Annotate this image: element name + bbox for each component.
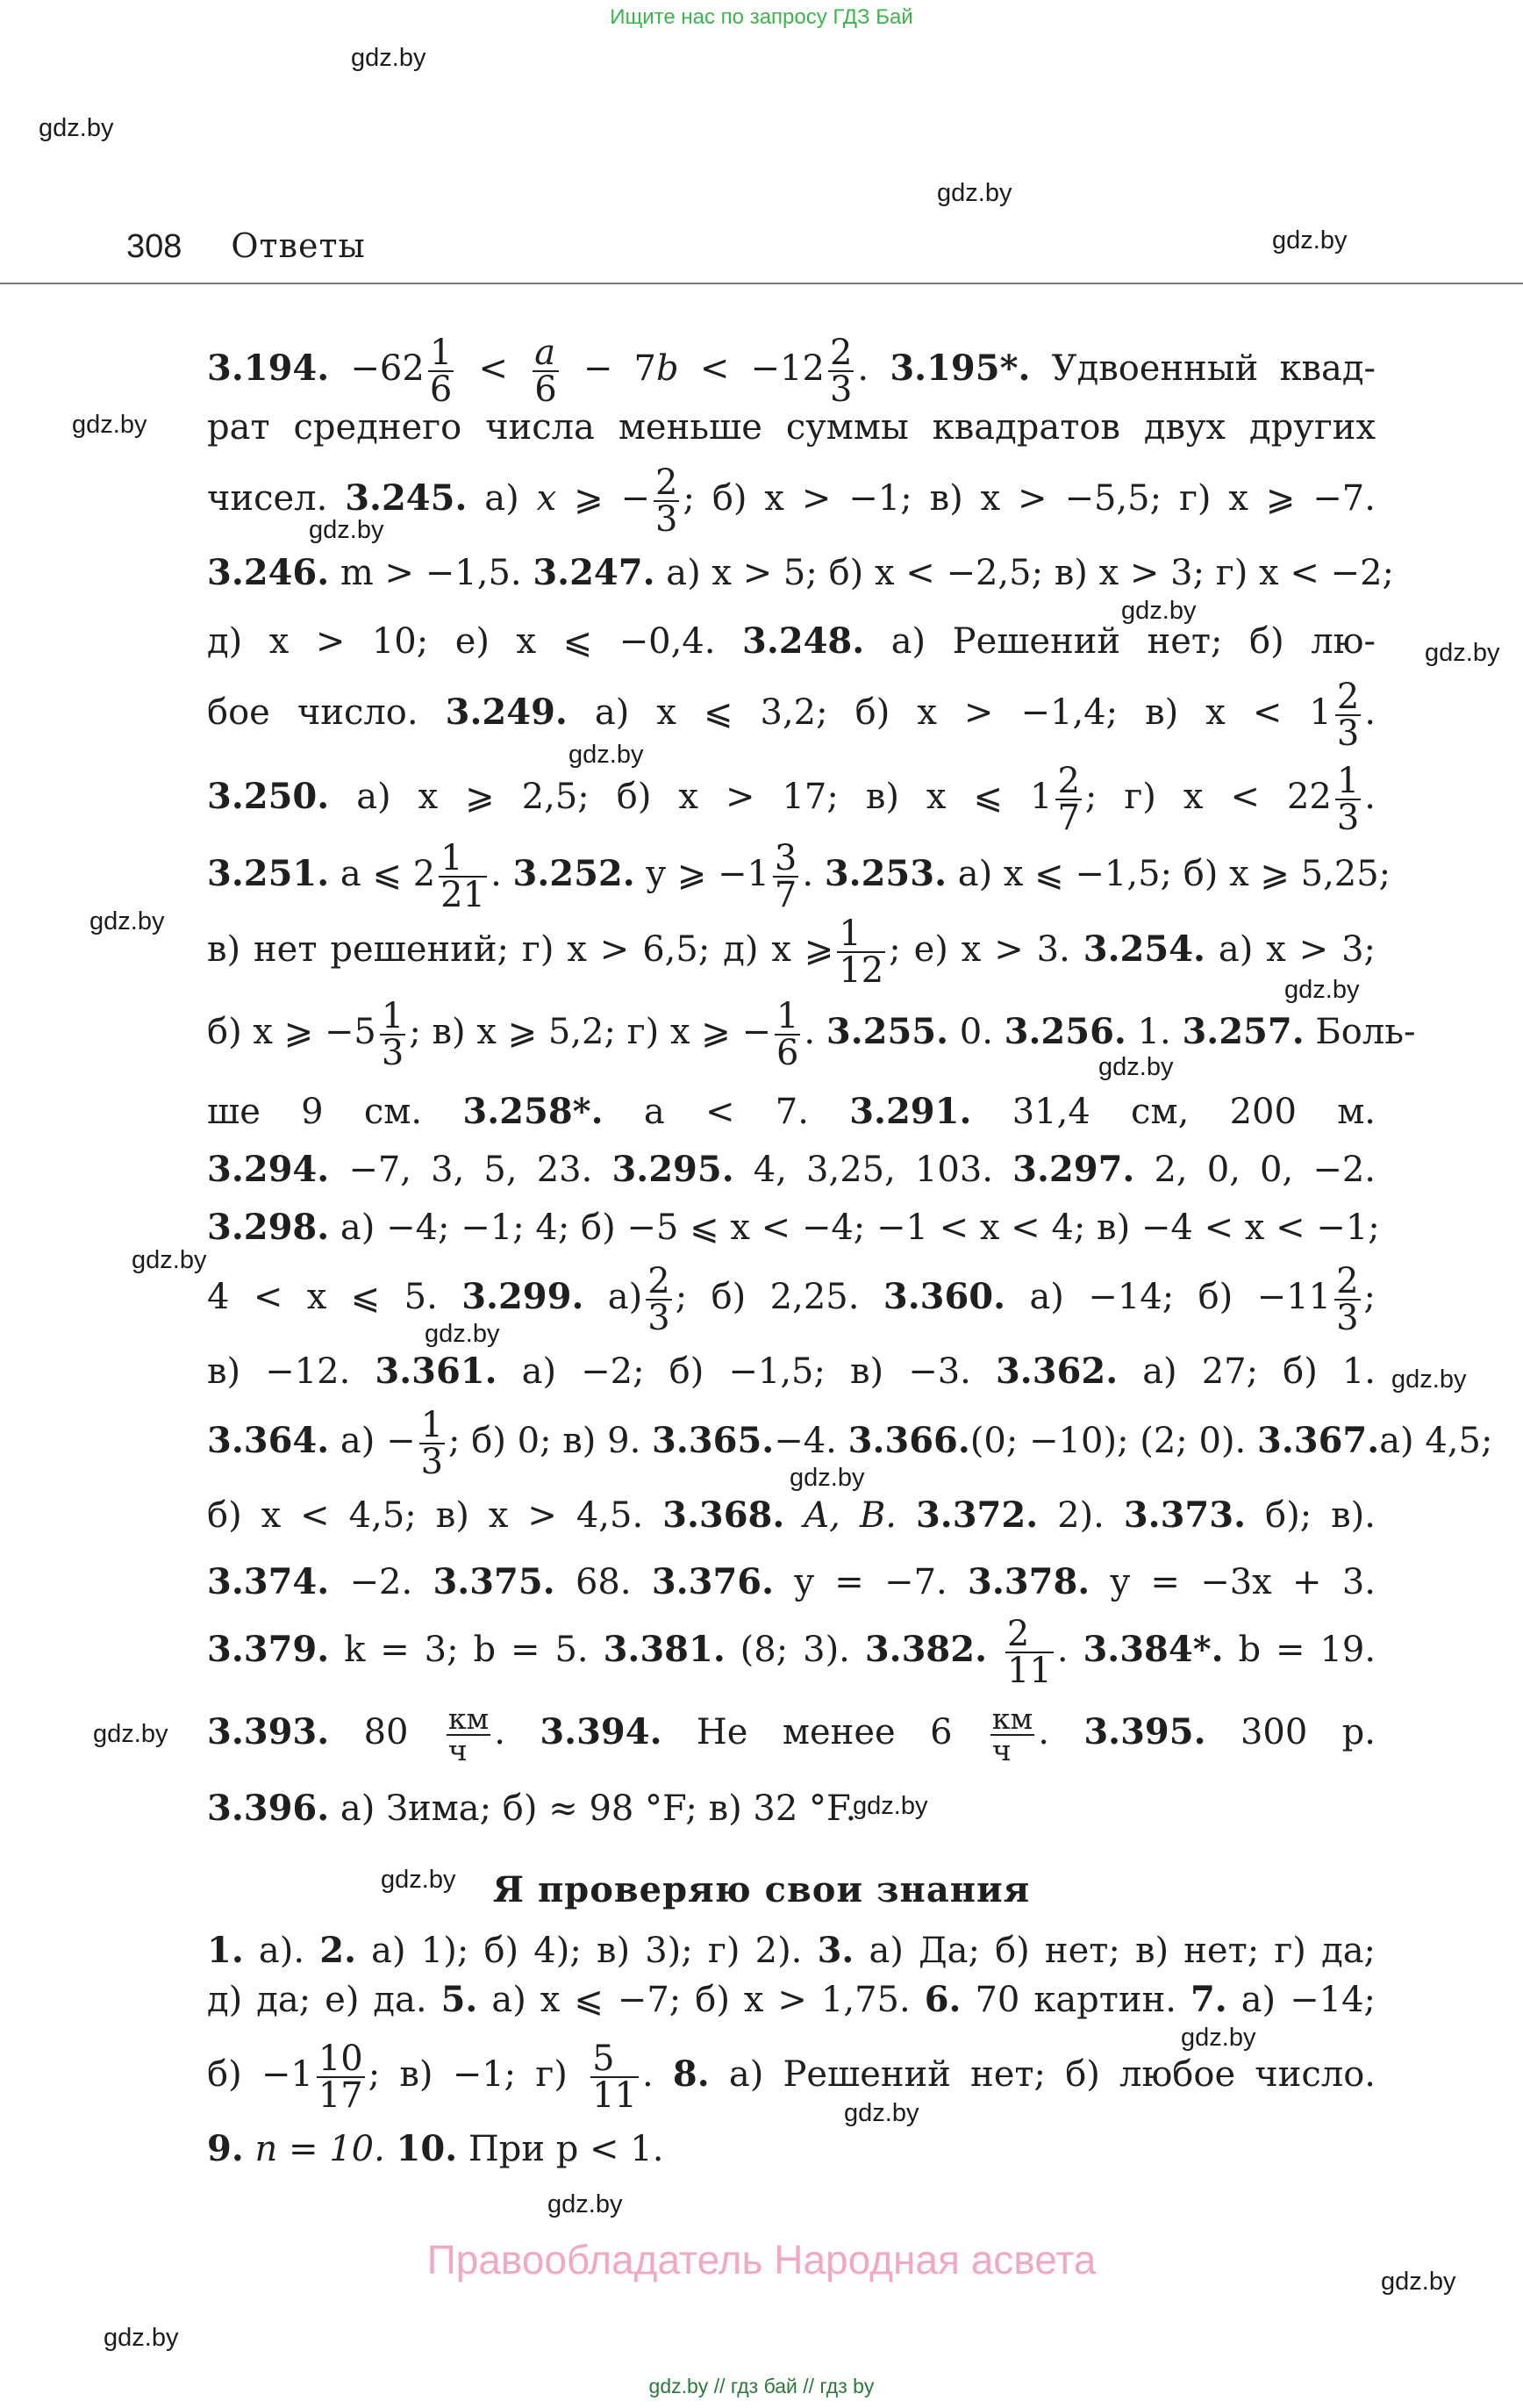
exercise-number: 3.373. [1123, 1494, 1247, 1536]
fraction: $\frac{1}{21}$ [440, 838, 486, 915]
math-expression: −62 $\frac{1}{6}$ < $\frac{a}{6}$ − 7b < −12 $\frac{2}{3}$ . [350, 333, 869, 410]
watermark: gdz.by [1391, 1365, 1467, 1394]
page-title: Ответы [231, 226, 366, 265]
exercise-number: 3.374. [207, 1561, 330, 1602]
answer-text: Удвоенный квад- [1051, 348, 1376, 389]
exercise-number: 3.361. [375, 1351, 497, 1392]
fraction: $\frac{2}{7}$ [1057, 761, 1080, 838]
answer-line: чисел. 3.245. а) x ⩾ − $\frac{2}{3}$ ; б) x > −1; в) x > −5,5; г) x ⩾ −7. [207, 462, 1376, 540]
watermark: gdz.by [568, 741, 644, 769]
fraction: $\frac{2}{3}$ [1336, 677, 1360, 754]
exercise-number: 3.368. [662, 1494, 785, 1536]
watermark: gdz.by [72, 411, 147, 439]
watermark: gdz.by [104, 2324, 179, 2352]
exercise-number: 8. [672, 2053, 710, 2095]
exercise-number: 2. [319, 1930, 357, 1971]
watermark: gdz.by [937, 179, 1012, 207]
fraction: $\frac{1}{3}$ [381, 996, 404, 1073]
watermark: gdz.by [1181, 2024, 1256, 2052]
exercise-number: 3.396. [207, 1788, 330, 1829]
exercise-number: 1. [207, 1930, 244, 1971]
watermark: gdz.by [844, 2099, 919, 2127]
unit-fraction: км ч [447, 1702, 490, 1767]
exercise-number: 3.252. [512, 853, 635, 894]
exercise-number: 3.378. [968, 1561, 1090, 1602]
answer-line [207, 405, 1376, 449]
exercise-number: 3.381. [603, 1629, 726, 1670]
exercise-number: 5. [440, 1979, 478, 2020]
exercise-number: 9. [207, 2128, 244, 2169]
exercise-number: 3.246. [207, 552, 330, 593]
exercise-number: 3.299. [461, 1276, 584, 1317]
answer-line: 3.374. −2. 3.375. 68. 3.376. y = −7. 3.378. y = −3x + 3. [207, 1561, 1376, 1602]
watermark: gdz.by [1425, 639, 1500, 667]
exercise-number: 3.365. [652, 1420, 775, 1461]
section-title: Я проверяю свои знания [492, 1869, 1031, 1910]
answer-line: 3.294. −7, 3, 5, 23. 3.295. 4, 3,25, 103. 3.297. 2, 0, 0, −2. [207, 1149, 1376, 1190]
exercise-number: 3.364. [207, 1420, 330, 1461]
answer-line: б) x ⩾ −5 $\frac{1}{3}$ ; в) x ⩾ 5,2; г) x ⩾ − $\frac{1}{6}$ . 3.255. 0. 3.256. 1. 3.257. Боль- [207, 996, 1416, 1073]
watermark: gdz.by [547, 2190, 623, 2218]
watermark: gdz.by [381, 1866, 456, 1894]
page-number: 308 [126, 228, 182, 265]
exercise-number: 3.194. [207, 348, 330, 389]
exercise-number: 3.249. [445, 692, 568, 733]
watermark: gdz.by [351, 44, 426, 72]
exercise-number: 3.376. [651, 1561, 775, 1602]
watermark: gdz.by [1272, 226, 1348, 254]
watermark: gdz.by [1098, 1053, 1174, 1081]
exercise-number: 3.294. [207, 1149, 330, 1190]
fraction: $\frac{1}{6}$ [776, 996, 799, 1073]
answer-line: д) x > 10; е) x ⩽ −0,4. 3.248. а) Решений нет; б) лю- [207, 620, 1376, 662]
page-header [126, 226, 366, 266]
header-divider [0, 283, 1523, 284]
answer-line: 3.251. a ⩽ 2 $\frac{1}{21}$ . 3.252. y ⩾ −1 $\frac{3}{7}$ . 3.253. а) x ⩽ −1,5; б) x ⩾ 5,25; [207, 838, 1391, 915]
fraction: $\frac{3}{7}$ [774, 838, 797, 915]
watermark: gdz.by [425, 1320, 500, 1348]
exercise-number: 3.395. [1083, 1711, 1206, 1752]
exercise-number: 3.393. [207, 1711, 330, 1752]
answer-line: 3.379. k = 3; b = 5. 3.381. (8; 3). 3.382. $\frac{2}{11}$ . 3.384*. b = 19. [207, 1614, 1376, 1691]
answer-line: ше 9 см. 3.258*. a < 7. 3.291. 31,4 см, 200 м. [207, 1091, 1376, 1132]
exercise-number: 3.256. [1004, 1011, 1126, 1052]
exercise-number: 3.245. [345, 477, 468, 519]
exercise-number: 3.394. [540, 1711, 662, 1752]
answer-line: бое число. 3.249. а) x ⩽ 3,2; б) x > −1,4; в) x < 1 $\frac{2}{3}$ . [207, 677, 1376, 754]
fraction: $\frac{10}{17}$ [318, 2039, 363, 2116]
answer-line: б) x < 4,5; в) x > 4,5. 3.368. A, B. 3.372. 2). 3.373. б); в). [207, 1494, 1376, 1536]
watermark: gdz.by [790, 1464, 865, 1492]
exercise-number: 3.255. [826, 1011, 949, 1052]
exercise-number: 3.382. [864, 1629, 987, 1670]
exercise-number: 3.257. [1182, 1011, 1305, 1052]
answer-line: 1. а). 2. а) 1); б) 4); в) 3); г) 2). 3. а) Да; б) нет; в) нет; г) да; [207, 1930, 1376, 1971]
watermark: gdz.by [1121, 597, 1197, 625]
watermark: gdz.by [39, 114, 114, 142]
answer-line: 3.393. 80 км ч . 3.394. Не менее 6 км ч . 3.395. 300 р. [207, 1702, 1376, 1767]
fraction: $\frac{2}{3}$ [829, 333, 853, 410]
exercise-number: 3.297. [1012, 1149, 1135, 1190]
watermark: gdz.by [93, 1720, 168, 1748]
exercise-number: 3.295. [611, 1149, 734, 1190]
exercise-number: 7. [1190, 1979, 1227, 2020]
exercise-number: 3.253. [824, 853, 947, 894]
answer-text: рат среднего числа меньше суммы квадратов двух других [207, 407, 1376, 448]
answer-line [207, 332, 1376, 410]
exercise-number: 3.247. [533, 552, 655, 593]
exercise-number: 3.258*. [462, 1091, 604, 1132]
exercise-number: 3.250. [207, 776, 330, 817]
fraction: $\frac{a}{6}$ [534, 333, 557, 410]
answer-line: 3.396. а) Зима; б) ≈ 98 °F; в) 32 °F. [207, 1788, 857, 1829]
fraction: $\frac{1}{12}$ [839, 914, 884, 991]
unit-fraction: км ч [991, 1702, 1033, 1767]
exercise-number: 3.251. [207, 853, 330, 894]
exercise-number: 3.362. [995, 1351, 1119, 1392]
top-banner: Ищите нас по запросу ГДЗ Бай [610, 5, 913, 29]
answer-line: 3.298. а) −4; −1; 4; б) −5 ⩽ x < −4; −1 < x < 4; в) −4 < x < −1; [207, 1207, 1380, 1248]
answer-line: 3.364. а) − $\frac{1}{3}$ ; б) 0; в) 9. 3.365.−4. 3.366.(0; −10); (2; 0). 3.367.а) 4,5; [207, 1405, 1493, 1482]
exercise-number: 3.384*. [1083, 1629, 1224, 1670]
fraction: $\frac{2}{11}$ [1006, 1614, 1052, 1691]
watermark: gdz.by [132, 1246, 207, 1274]
watermark: gdz.by [309, 516, 384, 544]
answer-line: д) да; е) да. 5. а) x ⩽ −7; б) x > 1,75. 6. 70 картин. 7. а) −14; [207, 1979, 1376, 2020]
exercise-number: 3.298. [207, 1207, 330, 1248]
fraction: $\frac{5}{11}$ [592, 2039, 637, 2116]
exercise-number: 3.248. [741, 620, 865, 662]
exercise-number: 3.291. [849, 1091, 972, 1132]
exercise-number: 3.379. [207, 1629, 330, 1670]
fraction: $\frac{1}{6}$ [429, 333, 453, 410]
watermark: gdz.by [1284, 976, 1360, 1004]
fraction: $\frac{2}{3}$ [1336, 1261, 1359, 1338]
exercise-number: 3.195*. [890, 348, 1031, 389]
answer-line: б) −1 $\frac{10}{17}$ ; в) −1; г) $\frac{5}{11}$ . 8. а) Решений нет; б) любое число. [207, 2039, 1376, 2116]
answer-line: 9. n = 10. 10. При p < 1. [207, 2128, 664, 2169]
answer-line: 3.250. а) x ⩾ 2,5; б) x > 17; в) x ⩽ 1 $\frac{2}{7}$ ; г) x < 22 $\frac{1}{3}$ . [207, 761, 1376, 838]
watermark: gdz.by [89, 907, 165, 935]
exercise-number: 3.366. [847, 1420, 970, 1461]
rights-holder-watermark: Правообладатель Народная асвета [426, 2237, 1097, 2283]
answer-line: в) −12. 3.361. а) −2; б) −1,5; в) −3. 3.362. а) 27; б) 1. [207, 1351, 1376, 1392]
exercise-number: 6. [924, 1979, 962, 2020]
exercise-number: 3.375. [433, 1561, 555, 1602]
exercise-number: 3. [817, 1930, 854, 1971]
bottom-links[interactable]: gdz.by // гдз бай // гдз by [648, 2375, 875, 2397]
fraction: $\frac{1}{3}$ [420, 1405, 444, 1482]
answer-line: 3.246. m > −1,5. 3.247. а) x > 5; б) x < −2,5; в) x > 3; г) x < −2; [207, 552, 1394, 593]
exercise-number: 3.372. [915, 1494, 1039, 1536]
exercise-number: 3.254. [1083, 928, 1205, 970]
exercise-number: 3.367. [1257, 1420, 1380, 1461]
watermark: gdz.by [853, 1792, 928, 1820]
watermark: gdz.by [1381, 2268, 1456, 2296]
fraction: $\frac{2}{3}$ [647, 1261, 670, 1338]
exercise-number: 10. [396, 2128, 458, 2169]
exercise-number: 3.360. [883, 1276, 1006, 1317]
fraction: $\frac{2}{3}$ [655, 462, 678, 540]
answer-line: в) нет решений; г) x > 6,5; д) x ⩾ $\frac{1}{12}$ ; е) x > 3. 3.254. а) x > 3; [207, 914, 1376, 991]
answer-line: 4 < x ⩽ 5. 3.299. а) $\frac{2}{3}$ ; б) 2,25. 3.360. а) −14; б) −11 $\frac{2}{3}$ ; [207, 1261, 1376, 1338]
fraction: $\frac{1}{3}$ [1336, 761, 1360, 838]
